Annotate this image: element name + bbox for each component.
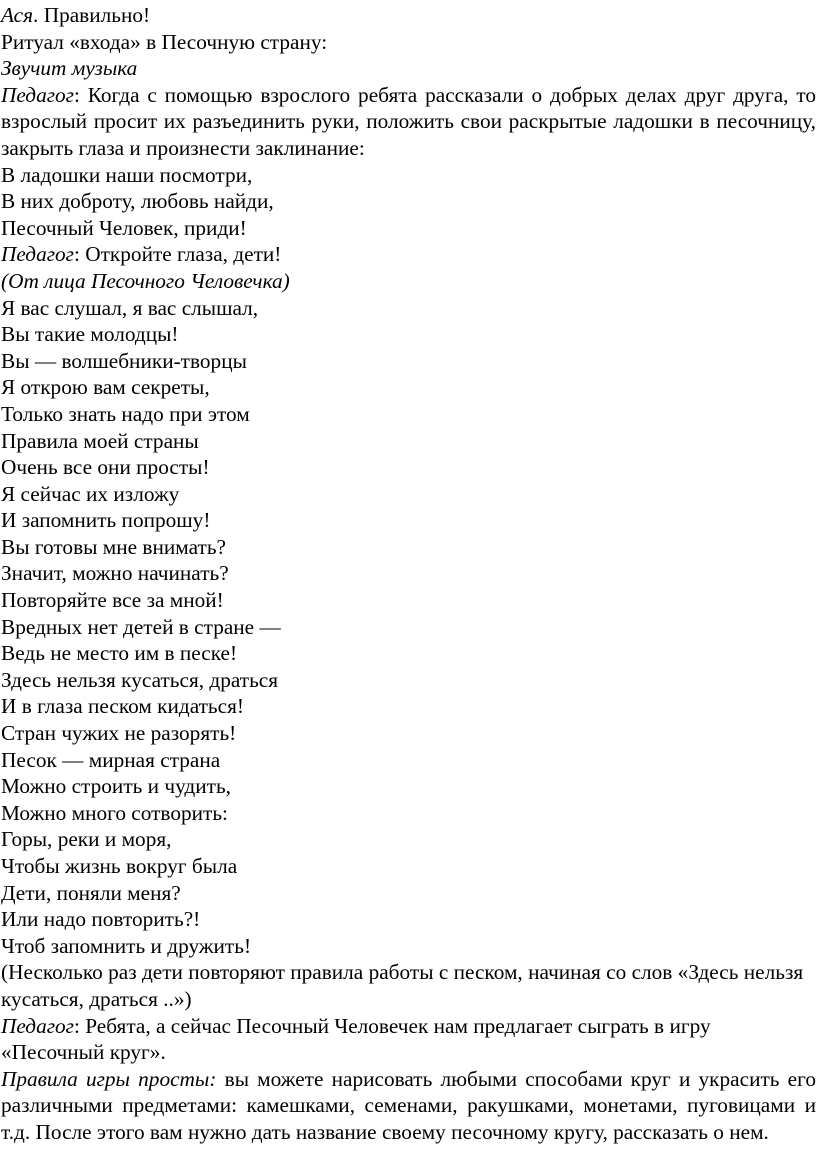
speaker-name: Педагог [1, 242, 74, 267]
poem-line: Горы, реки и моря, [1, 827, 172, 852]
spell-line-3: Песочный Человек, приди! [1, 215, 247, 240]
poem-line: Вы готовы мне внимать? [1, 534, 226, 559]
instruction-text: : Когда с помощью взрослого ребята рассказали о добрых делах друг друга, то взрослый просит их разъединить руки, положить свои раскрытые ладошки в песочницу, закрыть глаза и произнести заклинание: [1, 82, 816, 160]
stage-direction-music: Звучит музыка [1, 56, 138, 81]
dialogue-text: : Откройте глаза, дети! [74, 242, 282, 267]
poem-line: Повторяйте все за мной! [1, 588, 224, 613]
poem-line: Чтоб запомнить и дружить! [1, 933, 252, 958]
rules-text: вы можете нарисовать любыми способами круг и украсить его различными предметами: камешками, семенами, ракушками, монетами, пуговицами и т.д. После этого вам нужно дать название своему песочному кругу, рассказать о нем. [1, 1066, 816, 1144]
poem-line: Вы такие молодцы! [1, 322, 179, 347]
poem-line: Вредных нет детей в стране — [1, 614, 281, 639]
stage-direction-sand-man: (От лица Песочного Человечка) [1, 268, 290, 293]
poem-line: Или надо повторить?! [1, 907, 201, 932]
poem-line: Можно строить и чудить, [1, 774, 231, 799]
dialogue-line-teacher [1, 241, 816, 268]
game-rules-paragraph [1, 1066, 816, 1146]
poem-line: Песок — мирная страна [1, 747, 221, 772]
spell-line-1: В ладошки наши посмотри, [1, 162, 253, 187]
poem-line: Можно много сотворить: [1, 800, 228, 825]
poem-line: Я сейчас их изложу [1, 481, 180, 506]
teacher-instruction-paragraph [1, 82, 816, 162]
dialogue-text: . Правильно! [33, 3, 151, 27]
poem-line: Правила моей страны [1, 428, 199, 453]
poem-block [1, 295, 816, 960]
poem-line: И в глаза песком кидаться! [1, 694, 244, 719]
poem-line: Я открою вам секреты, [1, 375, 210, 400]
speaker-name: Ася [1, 3, 34, 27]
poem-line: Стран чужих не разорять! [1, 721, 237, 746]
game-offer-paragraph [1, 1013, 816, 1066]
game-offer-text: : Ребята, а сейчас Песочный Человечек нам предлагает сыграть в игру «Песочный круг». [1, 1013, 711, 1065]
speaker-name: Педагог [1, 1013, 74, 1038]
rules-label: Правила игры просты: [1, 1066, 217, 1091]
speaker-name: Педагог [1, 82, 74, 107]
poem-line: Только знать надо при этом [1, 401, 250, 426]
poem-line: Чтобы жизнь вокруг была [1, 854, 238, 878]
ritual-heading: Ритуал «входа» в Песочную страну: [1, 29, 328, 54]
poem-line: Ведь не место им в песке! [1, 641, 238, 666]
dialogue-line-asya [1, 2, 816, 29]
poem-line: Здесь нельзя кусаться, драться [1, 667, 279, 692]
poem-line: Я вас слушал, я вас слышал, [1, 295, 259, 320]
poem-line: И запомнить попрошу! [1, 508, 211, 533]
poem-line: Дети, поняли меня? [1, 880, 181, 905]
repeat-note-paragraph: (Несколько раз дети повторяют правила работы с песком, начиная со слов «Здесь нельзя кусаться, драться ..») [1, 960, 804, 1011]
poem-line: Вы — волшебники-творцы [1, 348, 247, 373]
poem-line: Значит, можно начинать? [1, 561, 229, 586]
poem-line: Очень все они просты! [1, 455, 210, 480]
spell-line-2: В них доброту, любовь найди, [1, 189, 274, 214]
